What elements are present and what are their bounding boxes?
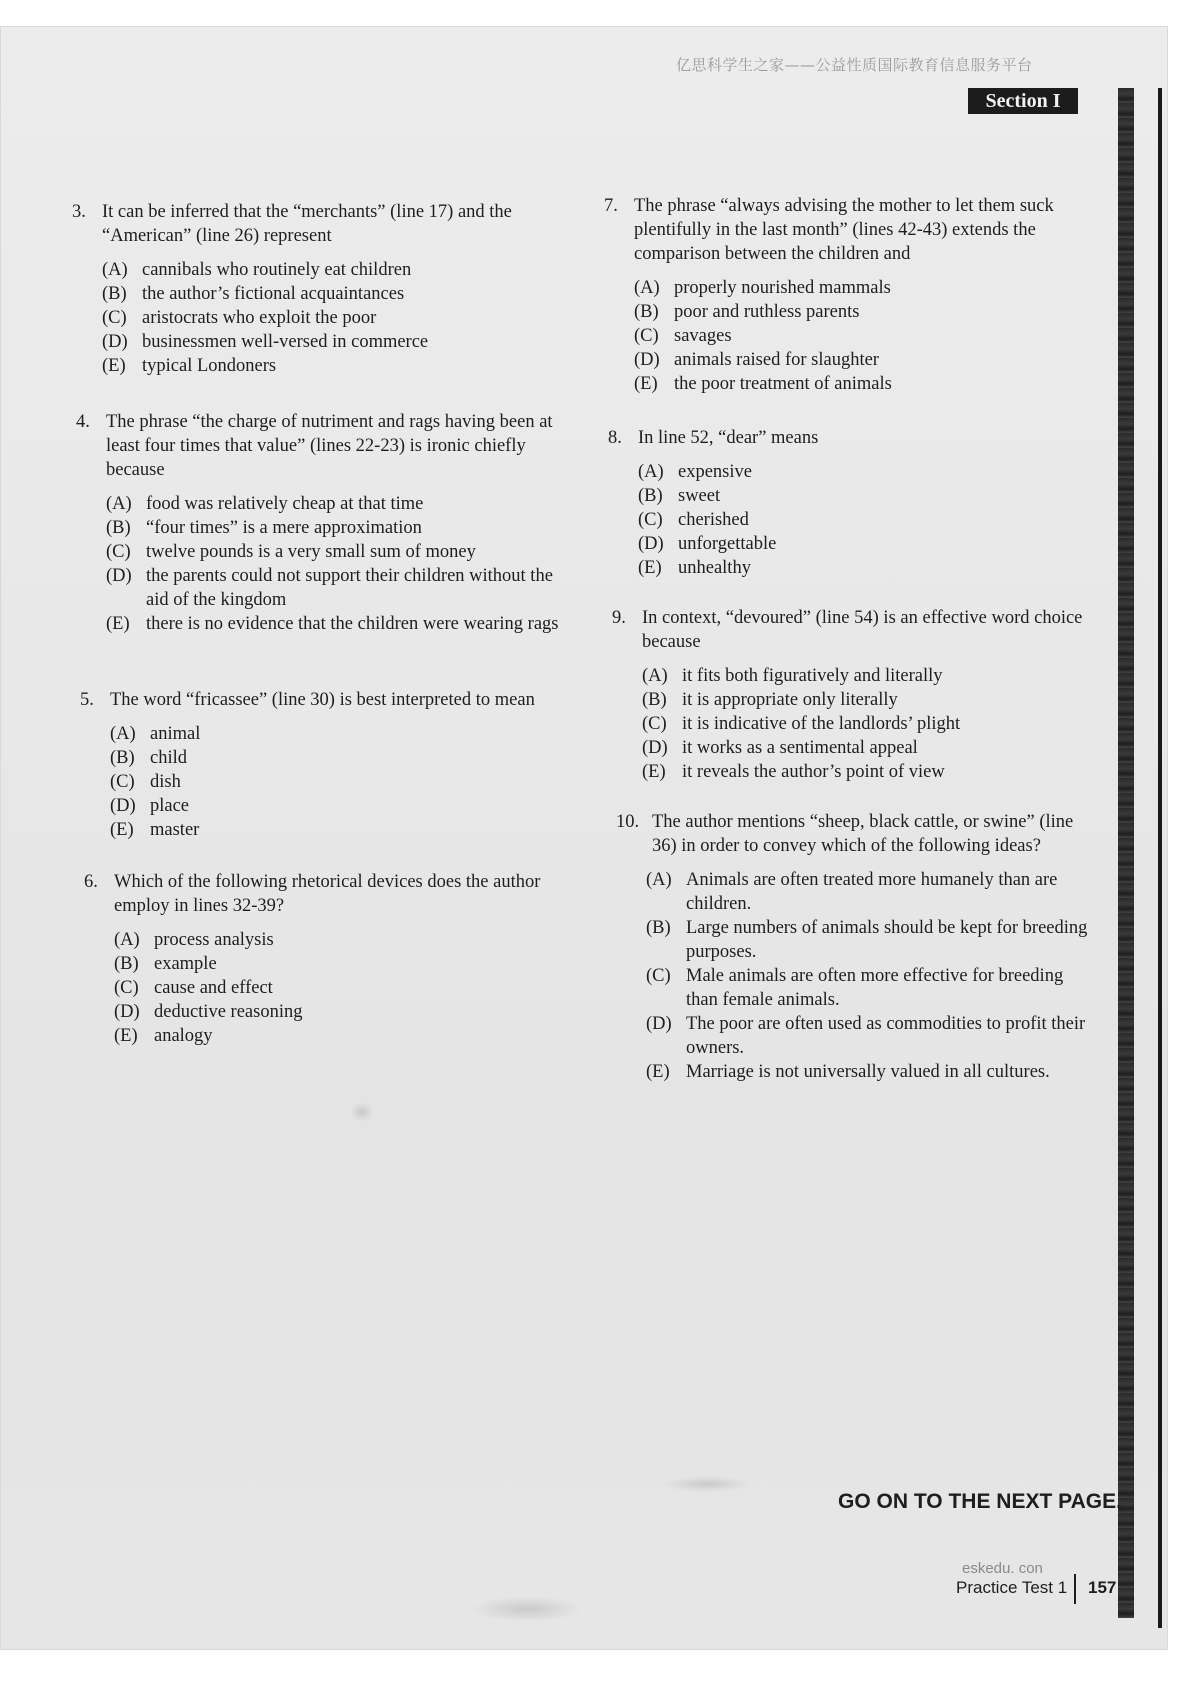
- choice-letter: (C): [642, 714, 667, 734]
- choice-text: it reveals the author’s point of view: [682, 762, 945, 782]
- question-stem: It can be inferred that the “merchants” (line 17) and the “American” (line 26) represent: [102, 202, 512, 246]
- choice-letter: (B): [646, 918, 671, 938]
- choice-text: twelve pounds is a very small sum of money: [146, 542, 476, 562]
- page-edge-shadow: [1118, 88, 1134, 1618]
- answer-choice: [642, 760, 1086, 784]
- answer-choices: [616, 868, 1092, 1084]
- choice-text: there is no evidence that the children were wearing rags: [146, 614, 559, 634]
- choice-text: unforgettable: [678, 534, 777, 554]
- choice-letter: (E): [114, 1026, 138, 1046]
- question-stem: The author mentions “sheep, black cattle, or swine” (line 36) in order to convey which of the following ideas?: [652, 812, 1074, 856]
- answer-choice: [634, 300, 1084, 324]
- choice-letter: (C): [646, 966, 671, 986]
- question-4: [76, 410, 560, 636]
- choice-text: process analysis: [154, 930, 274, 950]
- choice-letter: (B): [634, 302, 659, 322]
- answer-choices: [608, 460, 1078, 580]
- choice-text: cannibals who routinely eat children: [142, 260, 412, 280]
- choice-text: businessmen well-versed in commerce: [142, 332, 429, 352]
- choice-text: sweet: [678, 486, 721, 506]
- choice-text: analogy: [154, 1026, 213, 1046]
- answer-choice: [634, 324, 1084, 348]
- answer-choices: [612, 664, 1086, 784]
- question-7: [604, 194, 1084, 396]
- choice-text: Marriage is not universally valued in all cultures.: [686, 1062, 1050, 1082]
- question-5: [80, 688, 564, 842]
- choice-letter: (C): [110, 772, 135, 792]
- question-number: 8.: [608, 428, 622, 448]
- answer-choice: [110, 722, 564, 746]
- answer-choice: [114, 928, 568, 952]
- choice-letter: (D): [114, 1002, 140, 1022]
- choice-text: cause and effect: [154, 978, 273, 998]
- scan-smudge: [662, 1476, 752, 1492]
- choice-text: expensive: [678, 462, 752, 482]
- answer-choices: [84, 928, 568, 1048]
- answer-choice: [638, 556, 1078, 580]
- scan-smudge: [350, 1102, 374, 1122]
- choice-letter: (E): [646, 1062, 670, 1082]
- choice-text: cherished: [678, 510, 749, 530]
- choice-text: dish: [150, 772, 181, 792]
- answer-choice: [106, 492, 560, 516]
- choice-letter: (A): [110, 724, 136, 744]
- choice-text: properly nourished mammals: [674, 278, 891, 298]
- page-number: 157: [1088, 1578, 1117, 1597]
- answer-choice: [642, 736, 1086, 760]
- choice-letter: (D): [646, 1014, 672, 1034]
- choice-text: the poor treatment of animals: [674, 374, 892, 394]
- question-stem: The word “fricassee” (line 30) is best interpreted to mean: [110, 690, 535, 710]
- question-stem: Which of the following rhetorical devices does the author employ in lines 32-39?: [114, 872, 541, 916]
- question-number: 3.: [72, 202, 86, 222]
- choice-letter: (D): [110, 796, 136, 816]
- question-number: 9.: [612, 608, 626, 628]
- answer-choice: [102, 258, 552, 282]
- choice-text: example: [154, 954, 217, 974]
- choice-text: “four times” is a mere approximation: [146, 518, 422, 538]
- choice-letter: (E): [110, 820, 134, 840]
- choice-letter: (A): [642, 666, 668, 686]
- choice-letter: (D): [642, 738, 668, 758]
- choice-text: Animals are often treated more humanely than are children.: [686, 870, 1058, 914]
- choice-text: it is indicative of the landlords’ plight: [682, 714, 961, 734]
- choice-letter: (C): [634, 326, 659, 346]
- choice-text: it works as a sentimental appeal: [682, 738, 918, 758]
- choice-letter: (E): [642, 762, 666, 782]
- choice-text: animal: [150, 724, 201, 744]
- choice-letter: (D): [102, 332, 128, 352]
- question-6: [84, 870, 568, 1048]
- answer-choice: [634, 348, 1084, 372]
- choice-text: aristocrats who exploit the poor: [142, 308, 377, 328]
- choice-text: deductive reasoning: [154, 1002, 303, 1022]
- question-stem: In line 52, “dear” means: [638, 428, 819, 448]
- choice-letter: (A): [106, 494, 132, 514]
- question-9: [612, 606, 1086, 784]
- question-number: 7.: [604, 196, 618, 216]
- choice-letter: (D): [106, 566, 132, 586]
- question-10: [616, 810, 1092, 1084]
- choice-letter: (C): [106, 542, 131, 562]
- answer-choices: [76, 492, 560, 636]
- answer-choice: [642, 712, 1086, 736]
- choice-letter: (C): [638, 510, 663, 530]
- answer-choice: [634, 276, 1084, 300]
- answer-choice: [646, 868, 1092, 916]
- answer-choice: [110, 746, 564, 770]
- answer-choice: [110, 818, 564, 842]
- watermark-text: 亿思科学生之家——公益性质国际教育信息服务平台: [676, 56, 1033, 74]
- answer-choice: [646, 964, 1092, 1012]
- choice-text: Large numbers of animals should be kept for breeding purposes.: [686, 918, 1088, 962]
- footer-divider: [1074, 1574, 1076, 1604]
- answer-choice: [106, 540, 560, 564]
- choice-letter: (D): [638, 534, 664, 554]
- section-label: Section I: [968, 88, 1078, 114]
- answer-choice: [114, 1000, 568, 1024]
- choice-letter: (B): [110, 748, 135, 768]
- answer-choice: [638, 532, 1078, 556]
- answer-choice: [110, 794, 564, 818]
- page-edge-line: [1158, 88, 1162, 1628]
- choice-letter: (B): [102, 284, 127, 304]
- answer-choice: [634, 372, 1084, 396]
- choice-letter: (A): [638, 462, 664, 482]
- choice-text: the author’s fictional acquaintances: [142, 284, 405, 304]
- question-3: [72, 200, 552, 378]
- choice-letter: (E): [634, 374, 658, 394]
- answer-choice: [638, 484, 1078, 508]
- answer-choice: [646, 916, 1092, 964]
- answer-choice: [642, 688, 1086, 712]
- answer-choice: [114, 976, 568, 1000]
- choice-letter: (B): [114, 954, 139, 974]
- choice-letter: (C): [102, 308, 127, 328]
- question-number: 4.: [76, 412, 90, 432]
- choice-text: Male animals are often more effective for breeding than female animals.: [686, 966, 1064, 1010]
- answer-choice: [114, 952, 568, 976]
- answer-choice: [106, 516, 560, 540]
- choice-text: unhealthy: [678, 558, 751, 578]
- choice-text: child: [150, 748, 187, 768]
- choice-letter: (D): [634, 350, 660, 370]
- answer-choice: [102, 282, 552, 306]
- answer-choice: [646, 1012, 1092, 1060]
- choice-text: animals raised for slaughter: [674, 350, 879, 370]
- question-number: 6.: [84, 872, 98, 892]
- answer-choice: [102, 306, 552, 330]
- answer-choice: [102, 354, 552, 378]
- answer-choice: [638, 508, 1078, 532]
- choice-letter: (E): [638, 558, 662, 578]
- choice-text: food was relatively cheap at that time: [146, 494, 424, 514]
- choice-letter: (C): [114, 978, 139, 998]
- choice-text: the parents could not support their children without the aid of the kingdom: [146, 566, 553, 610]
- choice-text: typical Londoners: [142, 356, 277, 376]
- answer-choice: [106, 564, 560, 612]
- choice-letter: (B): [642, 690, 667, 710]
- answer-choice: [110, 770, 564, 794]
- next-page-instruction: GO ON TO THE NEXT PAGE.: [838, 1490, 1122, 1513]
- choice-letter: (A): [634, 278, 660, 298]
- question-stem: The phrase “always advising the mother to let them suck plentifully in the last month” (lines 42-43) extends the comparison between the children and: [634, 196, 1054, 264]
- choice-text: master: [150, 820, 200, 840]
- choice-letter: (B): [638, 486, 663, 506]
- choice-text: it fits both figuratively and literally: [682, 666, 943, 686]
- question-stem: The phrase “the charge of nutriment and rags having been at least four times that value” (lines 22-23) is ironic chiefly because: [106, 412, 553, 480]
- answer-choice: [106, 612, 560, 636]
- answer-choice: [102, 330, 552, 354]
- choice-text: poor and ruthless parents: [674, 302, 860, 322]
- choice-text: The poor are often used as commodities to profit their owners.: [686, 1014, 1086, 1058]
- choice-letter: (A): [102, 260, 128, 280]
- question-number: 5.: [80, 690, 94, 710]
- answer-choice: [114, 1024, 568, 1048]
- choice-letter: (E): [102, 356, 126, 376]
- answer-choices: [604, 276, 1084, 396]
- answer-choices: [72, 258, 552, 378]
- answer-choice: [646, 1060, 1092, 1084]
- choice-text: place: [150, 796, 190, 816]
- choice-letter: (E): [106, 614, 130, 634]
- footer-test-label: Practice Test 1: [956, 1578, 1068, 1597]
- choice-letter: (A): [646, 870, 672, 890]
- question-8: [608, 426, 1078, 580]
- scan-smudge: [472, 1596, 582, 1622]
- choice-text: it is appropriate only literally: [682, 690, 898, 710]
- question-stem: In context, “devoured” (line 54) is an effective word choice because: [642, 608, 1083, 652]
- answer-choice: [642, 664, 1086, 688]
- footer-site-watermark: eskedu. con: [962, 1560, 1043, 1577]
- choice-letter: (B): [106, 518, 131, 538]
- choice-letter: (A): [114, 930, 140, 950]
- answer-choice: [638, 460, 1078, 484]
- choice-text: savages: [674, 326, 732, 346]
- answer-choices: [80, 722, 564, 842]
- question-number: 10.: [616, 812, 640, 832]
